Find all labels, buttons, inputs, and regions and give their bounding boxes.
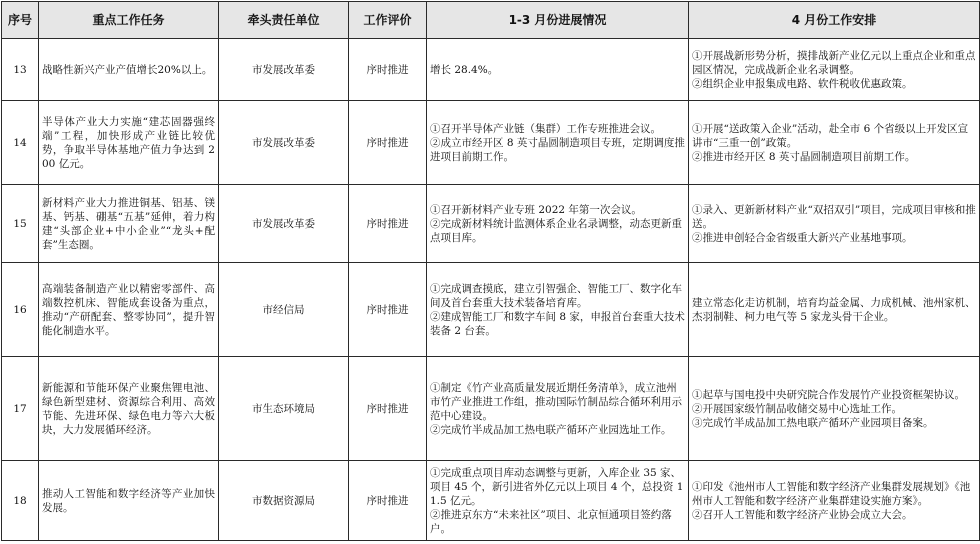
evaluation-cell: 序时推进 bbox=[349, 101, 427, 185]
table-row bbox=[2, 39, 980, 101]
row-number: 14 bbox=[2, 101, 39, 185]
plan-line: ①录入、更新新材料产业“双招双引”项目，完成项目审核和推送。 bbox=[692, 203, 976, 230]
plan-cell bbox=[689, 101, 980, 185]
plan-cell bbox=[689, 263, 980, 357]
work-progress-table bbox=[1, 1, 980, 541]
task-cell: 战略性新兴产业产值增长20%以上。 bbox=[39, 39, 219, 101]
plan-cell bbox=[689, 461, 980, 541]
plan-line: ①开展“送政策入企业”活动，赴全市 6 个省级以上开发区宣讲市“三重一创”政策。 bbox=[692, 122, 969, 149]
header-no: 序号 bbox=[2, 2, 39, 39]
header-eval: 工作评价 bbox=[349, 2, 427, 39]
header-task: 重点工作任务 bbox=[39, 2, 219, 39]
progress-cell bbox=[427, 357, 689, 461]
progress-line: ②建成智能工厂和数字车间 8 家，申报首台套重大技术装备 2 台套。 bbox=[430, 310, 685, 337]
progress-line: ①召开半导体产业链（集群）工作专班推进会议。 bbox=[430, 122, 661, 135]
plan-line: ②召开人工智能和数字经济产业协会成立大会。 bbox=[692, 508, 913, 521]
task-cell: 半导体产业大力实施“建芯固器强终端”工程，加快形成产业链比较优势，争取半导体基地产值力争达到 200 亿元。 bbox=[39, 101, 219, 185]
progress-cell bbox=[427, 461, 689, 541]
progress-line: ②完成新材料统计监测体系企业名录调整，动态更新重点项目库。 bbox=[430, 217, 682, 244]
progress-line: ②完成竹半成品加工热电联产循环产业园选址工作。 bbox=[430, 423, 672, 436]
task-cell: 新材料产业大力推进铜基、铝基、镁基、钙基、硼基“五基”延伸，着力构建“头部企业+中小企业”“龙头+配套”生态圈。 bbox=[39, 185, 219, 263]
task-cell: 高端装备制造产业以精密零部件、高端数控机床、智能成套设备为重点，推动“产研配套、整零协同”，提升智能化制造水平。 bbox=[39, 263, 219, 357]
task-cell: 推动人工智能和数字经济等产业加快发展。 bbox=[39, 461, 219, 541]
progress-cell bbox=[427, 263, 689, 357]
plan-line: ②开展国家级竹制品收储交易中心选址工作。 bbox=[692, 402, 902, 415]
evaluation-cell: 序时推进 bbox=[349, 39, 427, 101]
row-number: 18 bbox=[2, 461, 39, 541]
plan-cell bbox=[689, 185, 980, 263]
plan-cell bbox=[689, 357, 980, 461]
task-cell: 新能源和节能环保产业聚焦锂电池、绿色新型建材、资源综合利用、高效节能、先进环保、绿色电力等六大板块，大力发展循环经济。 bbox=[39, 357, 219, 461]
plan-line: ②组织企业申报集成电路、软件税收优惠政策。 bbox=[692, 77, 913, 90]
unit-cell: 市发展改革委 bbox=[219, 101, 349, 185]
plan-line: ①印发《池州市人工智能和数字经济产业集群发展规划》《池州市人工智能和数字经济产业集群建设实施方案》。 bbox=[692, 480, 971, 507]
plan-line: 建立常态化走访机制，培育均益金属、力成机械、池州家机、杰羽制鞋、柯力电气等 5 家龙头骨干企业。 bbox=[692, 296, 976, 323]
evaluation-cell: 序时推进 bbox=[349, 357, 427, 461]
progress-cell bbox=[427, 101, 689, 185]
table-row bbox=[2, 357, 980, 461]
progress-line: ②推进京东方“未来社区”项目、北京恒通项目签约落户。 bbox=[430, 508, 672, 535]
header-unit: 牵头责任单位 bbox=[219, 2, 349, 39]
progress-line: ①召开新材料产业专班 2022 年第一次会议。 bbox=[430, 203, 642, 216]
table-row bbox=[2, 185, 980, 263]
header-plan: 4 月份工作安排 bbox=[689, 2, 980, 39]
progress-cell bbox=[427, 185, 689, 263]
progress-cell bbox=[427, 39, 689, 101]
progress-line: ①制定《竹产业高质量发展近期任务清单》，成立池州市竹产业推进工作组，推动国际竹制品综合循环利用示范中心建设。 bbox=[430, 381, 682, 422]
plan-line: ②推进市经开区 8 英寸晶圆制造项目前期工作。 bbox=[692, 150, 916, 163]
table-row bbox=[2, 263, 980, 357]
progress-line: ②成立市经开区 8 英寸晶圆制造项目专班，定期调度推进项目前期工作。 bbox=[430, 136, 685, 163]
table-row bbox=[2, 461, 980, 541]
unit-cell: 市生态环境局 bbox=[219, 357, 349, 461]
plan-line: ①开展战新形势分析，摸排战新产业亿元以上重点企业和重点园区情况，完成战新企业名录调整。 bbox=[692, 49, 976, 76]
plan-line: ①起草与国电投中央研究院合作发展竹产业投资框架协议。 bbox=[692, 388, 965, 401]
table-row bbox=[2, 101, 980, 185]
evaluation-cell: 序时推进 bbox=[349, 461, 427, 541]
unit-cell: 市数据资源局 bbox=[219, 461, 349, 541]
header-row bbox=[2, 2, 980, 39]
plan-line: ②推进申创轻合金省级重大新兴产业基地事项。 bbox=[692, 231, 913, 244]
header-progress: 1-3 月份进展情况 bbox=[427, 2, 689, 39]
plan-cell bbox=[689, 39, 980, 101]
row-number: 13 bbox=[2, 39, 39, 101]
row-number: 16 bbox=[2, 263, 39, 357]
unit-cell: 市经信局 bbox=[219, 263, 349, 357]
unit-cell: 市发展改革委 bbox=[219, 39, 349, 101]
row-number: 17 bbox=[2, 357, 39, 461]
progress-line: 增长 28.4%。 bbox=[430, 63, 499, 76]
row-number: 15 bbox=[2, 185, 39, 263]
unit-cell: 市发展改革委 bbox=[219, 185, 349, 263]
plan-line: ③完成竹半成品加工热电联产循环产业园项目备案。 bbox=[692, 416, 934, 429]
evaluation-cell: 序时推进 bbox=[349, 263, 427, 357]
progress-line: ①完成调查摸底，建立引智强企、智能工厂、数字化车间及首台套重大技术装备培育库。 bbox=[430, 282, 682, 309]
progress-line: ①完成重点项目库动态调整与更新，入库企业 35 家、项目 45 个，新引进省外亿元以上项目 4 个，总投资 11.5 亿元。 bbox=[430, 466, 684, 507]
evaluation-cell: 序时推进 bbox=[349, 185, 427, 263]
